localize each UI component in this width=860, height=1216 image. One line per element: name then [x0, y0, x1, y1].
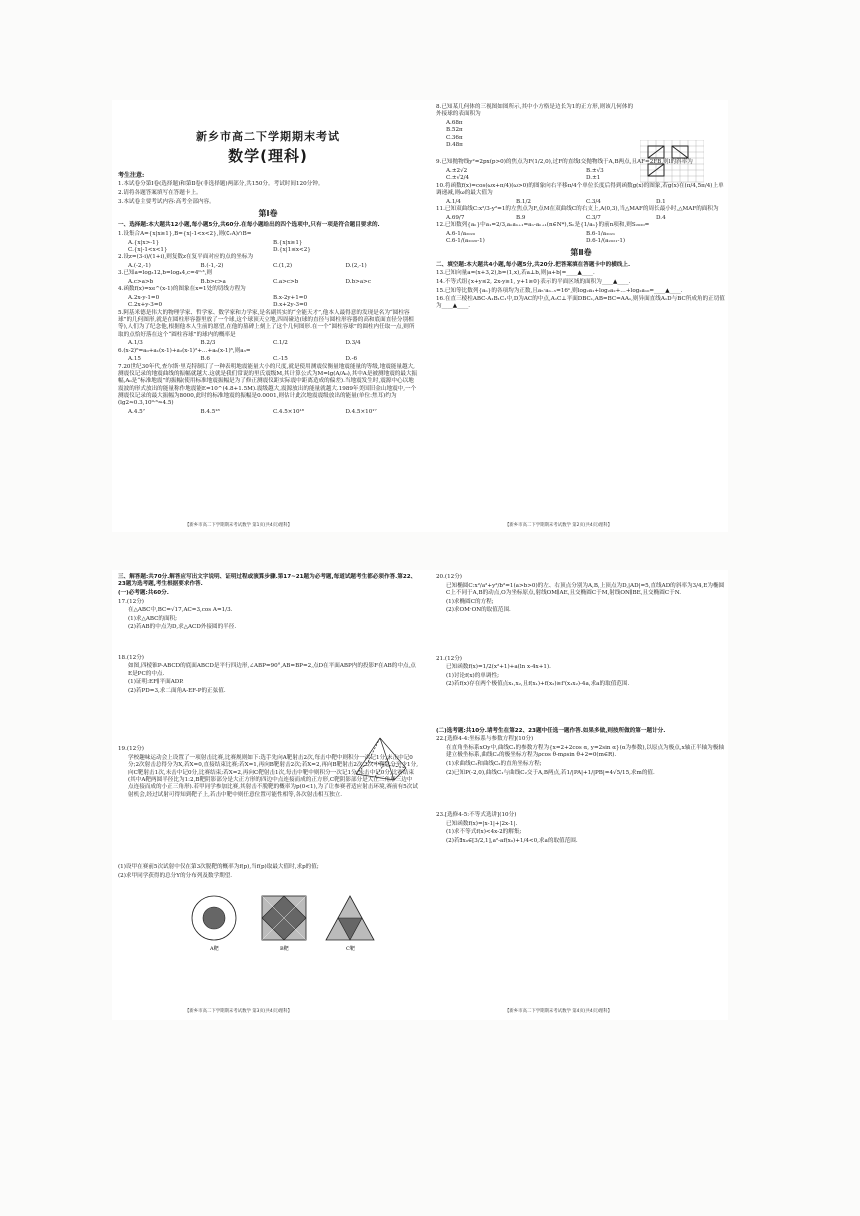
- sub-question: (1)求不等式f(x)<4x-2的解集;: [446, 829, 522, 836]
- exam-title: 新乡市高二下学期期末考试: [196, 130, 340, 143]
- question-stem: 9.已知抛物线y²=2px(p>0)的焦点为F(1/2,0),过F的直线l交抛物线于A,B两点,且AF=2FB,则l的斜率为: [436, 159, 693, 166]
- option: D.-6: [345, 356, 358, 363]
- question-stem: 7.20世纪30年代,查尔斯·里克特制订了一种表明地震能量大小的尺度,就是使用测震仪衡量地震能量的等级,地震能量越大,测震仪记录的地震曲线的振幅就越大.这就是我们常说的里氏震级M,其计算公式为M=lg(A/A₀),其中A是被测地震的最大振幅,A₀是“标准地震”的振幅(使用标准地震振幅是为了修正测震仪距实际震中距离造成的偏差).当地震发生时,震源中心以地震波的形式放出的能量称作地震能E=10^(4.8+1.5M).震级越大,震源放出的能量就越大.1989年美国旧金山地震中,一个测震仪记录的最大振幅为8000,此时的标准地震的振幅是0.0001,则估计此次地震震级放出的能量(单位:焦耳)约为(lg2≈0.3,10⁰·⁶≈4.5): [118, 363, 418, 407]
- sub-question: (2)若PD=3,求二面角A-EF-P的正弦值.: [128, 687, 226, 694]
- fill-question: 14.不等式组{x+y≤2, 2x-y≥1, y+1≥0}表示的平面区域的面积为____▲____.: [436, 278, 631, 285]
- target-figures: [190, 892, 380, 954]
- option: B.2/3: [200, 340, 216, 347]
- question-stem: 2.设z=(3-i)/(1+i),则复数z在复平面对应的点的坐标为: [118, 254, 254, 261]
- option: B.52π: [446, 127, 463, 134]
- target-label: C靶: [346, 946, 355, 952]
- question-stem: 21.(12分): [436, 655, 462, 662]
- target-b: [262, 896, 306, 940]
- option: C.a>c>b: [273, 278, 299, 285]
- question-text: 已知函数f(x)=1/2(x²+1)+a(ln x-4x+1).: [446, 664, 551, 671]
- exam-subject: 数学(理科): [228, 146, 308, 165]
- option: B.x-2y+1=0: [273, 294, 308, 301]
- fill-question: 13.已知向量a=(x+3,2),b=(1,x),若a⊥b,则|a+b|=____▲____.: [436, 270, 595, 277]
- option: A.1/4: [446, 198, 461, 205]
- question-stem: 20.(12分): [436, 574, 462, 580]
- question-text: 已知椭圆C:x²/a²+y²/b²=1(a>b>0)的左、右顶点分别为A,B,上顶点为D,|AD|=5,直线AD的斜率为3/4,E为椭圆C上不同于A,B的动点,O为坐标原点,射线OM∥AE,且交椭圆C于M,射线ON∥BE,且交椭圆C于N.: [446, 582, 725, 596]
- notice-item: 1.本试卷分第Ⅰ卷(选择题)和第Ⅱ卷(非选择题)两部分,共150分。考试时间120分钟。: [118, 181, 324, 188]
- page-4: [436, 574, 726, 846]
- page-1: [118, 104, 418, 416]
- sub-question: (1)求椭圆C的方程;: [446, 598, 494, 605]
- question-stem: 8.已知某几何体的三视图如图所示,其中小方格是边长为1的正方形,则该几何体的外接球的表面积为: [436, 104, 634, 118]
- fill-question: 15.已知等比数列{aₙ}的各项均为正数,且a₅·aₙ₋₅=16ⁿ,则log₂a₁+log₂a₂+…+log₂a₁₀=____▲____.: [436, 287, 683, 294]
- target-a: [192, 896, 236, 940]
- notice-item: 2.请将各题答案填写在答题卡上。: [118, 189, 202, 196]
- option: C.(1,2): [273, 262, 293, 269]
- question-stem: 19.(12分): [118, 746, 144, 753]
- sub-question: (2)若f(x)存在两个极值点x₁,x₂,且f(x₁)+f(x₂)≥f'(x₁x₂)-4a,求a的取值范围.: [446, 681, 630, 688]
- sub-question: (1)讨论f(x)的单调性;: [446, 672, 499, 679]
- target-c: [326, 896, 374, 940]
- option: D.x+2y-3=0: [273, 302, 308, 309]
- option: D.6-1/(a₂₀₂₁-1): [586, 237, 626, 244]
- option: A.1/3: [128, 340, 143, 347]
- option: D.48π: [446, 142, 463, 149]
- option: A.69/7: [446, 214, 465, 221]
- sub-question: (2)求甲同学获得的总分Y的分布列及数学期望.: [118, 872, 233, 879]
- option: D.1: [656, 198, 666, 205]
- notice-item: 3.本试卷主要考试内容:高考全部内容。: [118, 198, 215, 205]
- option: C.4.5×10¹⁸: [273, 408, 305, 415]
- footer-page-2: 【新乡市高二下学期期末考试数学 第2页(共4页)理科】: [505, 523, 613, 528]
- sub-question: (2)若AB的中点为D,求△ACD外接圆的半径.: [128, 624, 237, 631]
- option: B.{x|x≥1}: [273, 239, 303, 246]
- required-heading: (一)必考题:共60分.: [118, 589, 169, 596]
- question-stem: 18.(12分): [118, 654, 144, 661]
- option: D.(2,-1): [345, 262, 367, 269]
- option: A.4.5⁷: [128, 408, 145, 415]
- footer-page-1: 【新乡市高二下学期期末考试数学 第1页(共4页)理科】: [185, 523, 293, 528]
- option: A.{x|x>-1}: [128, 239, 160, 246]
- option: A.2x-y-1=0: [128, 294, 160, 301]
- question-stem: 5.阿基米德是伟大的物理学家、哲学家、数学家和力学家,是名副其实的“全能天才”,他本人最得意的发现是名为“圆柱容球”的几何图形,就是在圆柱形容器里放了一个球,这个球顶天立地,四周碰边(球的直径与圆柱形容器的高和底面直径分别相等),人们为了纪念他,根据他本人生前的愿望,在他的墓碑上刻上了这个几何图形.在一个“圆柱容球”的圆柱内任取一点,则所取的点恰好落在这个“圆柱容球”的球内的概率是: [118, 309, 415, 338]
- footer-page-3: 【新乡市高二下学期期末考试数学 第3页(共4页)理科】: [185, 1009, 293, 1014]
- question-stem: 1.设集合A={x|x≥1},B={x|-1<x<2},则(∁ᵣA)∩B=: [118, 231, 252, 238]
- sub-question: (2)求OM·ON的取值范围.: [446, 607, 511, 614]
- question-stem: 3.已知a=log₃12,b=log₄4,c=4⁰·³,则: [118, 270, 213, 277]
- sub-question: (1)求曲线C₁和曲线C₂的直角坐标方程;: [446, 760, 542, 767]
- question-stem: 12.已知数列{aₙ}中a₁=2/3,aₙaₙ₊₁=aₙ-aₙ₊₁(n∈N*),Sₙ是{1/aₙ}的前n项和,则S₂₀₂₀=: [436, 222, 650, 228]
- option: D.{x|1≤x<2}: [273, 246, 311, 253]
- option: B.9: [516, 214, 526, 221]
- option: A.±2√2: [446, 168, 468, 174]
- section2-heading: 二、填空题:本大题共4小题,每小题5分,共20分.把答案填在答题卡中的横线上.: [436, 261, 631, 268]
- question-stem: 22.[选修4-4:坐标系与参数方程](10分): [436, 736, 534, 743]
- option: C.±√2/4: [446, 175, 470, 182]
- notice-heading: 考生注意:: [118, 172, 145, 180]
- sub-question: (1)求△ABC的面积;: [128, 615, 178, 622]
- page-3: [118, 574, 418, 882]
- question-text: 已知函数f(x)=|x-1|+|2x-1|.: [446, 820, 518, 827]
- option: D.3/4: [345, 340, 361, 347]
- optional-heading: (二)选考题:共10分.请考生在第22、23题中任选一题作答.如果多做,则按所做的第一题计分.: [436, 727, 666, 734]
- option: C.2x+y-3=0: [128, 302, 163, 309]
- page-2: [436, 104, 726, 312]
- option: B.±√3: [586, 168, 604, 174]
- option: C.-15: [273, 356, 288, 363]
- option: C.3/4: [586, 198, 601, 205]
- sub-question: (1)设甲在赛前5次试射中仅在第3次脱靶的概率为f(p),当f(p)取最大值时,求p的值;: [118, 864, 319, 871]
- option: C.1/2: [273, 340, 288, 347]
- question-stem: 6.(x-2)⁶=a₀+a₁(x-1)+a₂(x-1)²+…+a₆(x-1)⁶,则a₃=: [118, 347, 251, 354]
- pyramid-figure: [350, 736, 410, 784]
- option: B.1/2: [516, 198, 531, 205]
- option: A.(-2,-1): [128, 262, 151, 269]
- option: C.36π: [446, 134, 463, 141]
- question-text: 在△ABC中,BC=√17,AC=3,cos A=1/3.: [128, 607, 233, 614]
- option: C.{x|-1<x<1}: [128, 246, 168, 253]
- sub-question: (2)若∃x₀∈[3/2,1],a²-af(x₀)+1/4<0,求a的取值范围.: [446, 837, 578, 844]
- option: A.6-1/a₂₀₂₀: [446, 230, 476, 237]
- footer-page-4: 【新乡市高二下学期期末考试数学 第4页(共4页)理科】: [505, 1009, 613, 1014]
- question-stem: 11.已知双曲线C:x²/3-y²=1的左焦点为F,点M在双曲线C的右支上,A(0,3),当△MAF的周长最小时,△MAF的面积为: [436, 206, 719, 213]
- sub-question: (1)证明:EF∥平面ADP.: [128, 679, 184, 686]
- option: D.±1: [586, 175, 601, 182]
- question-stem: 17.(12分): [118, 598, 144, 605]
- part1-heading: 第Ⅰ卷: [258, 208, 278, 218]
- option: A.15: [128, 356, 141, 363]
- option: B.b>c>a: [200, 278, 226, 285]
- fill-question: 16.在直三棱柱ABC-A₁B₁C₁中,D为AC的中点,A₁C⊥平面DBC₁,AB=BC=AA₁,则异面直线A₁D与BC所成角的正切值为____▲____.: [436, 296, 725, 310]
- option: D.4: [656, 214, 666, 221]
- three-view-figure: [640, 140, 704, 186]
- question-stem: 10.将函数f(x)=cos(ωx+π/4)(ω>0)的图象向右平移π/4个单位长度后得到函数g(x)的图象,若g(x)在(π/4,5π/4)上单调递减,则ω的最大值为: [436, 182, 724, 197]
- part2-heading: 第Ⅱ卷: [570, 248, 592, 258]
- section1-heading: 一、选择题:本大题共12小题,每小题5分,共60分.在每小题给出的四个选项中,只有一项是符合题目要求的.: [118, 222, 380, 229]
- question-text: 学校趣味运动会上设置了一项射击比赛,比赛规则如下:选手先向A靶射击2次,每击中靶中则积分一次记1分,未击中记0分;2次射击总得分为X,若X=0,直接结束比赛;若X=1,再向B靶射击2次;若X=2,再向B靶射击2次,2次中靶总分至少1分,向C靶射击1次,未击中记0分,比赛结束;若X=2,再向C靶射击1次,每击中靶中则积分一次记1分,未击中记0分,比赛结束(其中A靶两圆半径比为1:2,B靶阴影部分是大正方形的四边中点连接而成的正方形,C靶阴影部分是大正三角形三边中点连接而成的小正三角形).若甲同学参加比赛,其射击不脱靶的概率为p(0<1),为了让参赛者适应射击环境,赛前有5次试射机会,经过试射可得知到靶子上,若击中靶中则任意位置可能性相等,各次射击相互独立.: [128, 754, 418, 798]
- question-stem: 23.[选修4-5:不等式选讲](10分): [436, 812, 517, 819]
- option: C.6-1/(a₂₀₂₀-1): [446, 237, 485, 244]
- option: A.68π: [446, 119, 463, 126]
- target-label: B靶: [280, 946, 289, 952]
- sub-question: (2)已知P(-2,0),曲线C₁与曲线C₂交于A,B两点,若1/|PA|+1/|PB|=4√5/15,求m的值.: [446, 769, 655, 776]
- option: B.4.5¹⁸: [200, 408, 220, 415]
- option: A.c>a>b: [128, 278, 154, 285]
- question-stem: 4.函数f(x)=xe^(x-1)的图象在x=1处的切线方程为: [118, 286, 246, 293]
- option: B.6: [200, 356, 210, 363]
- option: D.b>a>c: [345, 278, 371, 285]
- option: B.(-1,-2): [200, 262, 224, 269]
- option: D.4.5×10¹⁷: [345, 408, 377, 415]
- section3-heading: 三、解答题:共70分.解答应写出文字说明、证明过程或演算步骤.第17~21题为必考题,每道试题考生都必须作答.第22、23题为选考题,考生根据要求作答.: [118, 574, 417, 588]
- option: B.6-1/a₂₀₂₁: [586, 230, 616, 237]
- question-text: 在直角坐标系xOy中,曲线C₁的参数方程为{x=2+2cos α, y=2sin α}(α为参数),以原点为极点,x轴正半轴为极轴建立极坐标系,曲线C₂的极坐标方程为ρcos θ-mρsin θ+2=0(m∈R).: [446, 745, 724, 759]
- target-label: A靶: [210, 946, 219, 952]
- question-text: 如图,四棱锥P-ABCD的底面ABCD是平行四边形,∠ABP=90°,AB=BP=2,点D在平面ABP内的投影F在AB的中点,点E是PC的中点.: [128, 663, 416, 677]
- option: C.3/7: [586, 214, 601, 221]
